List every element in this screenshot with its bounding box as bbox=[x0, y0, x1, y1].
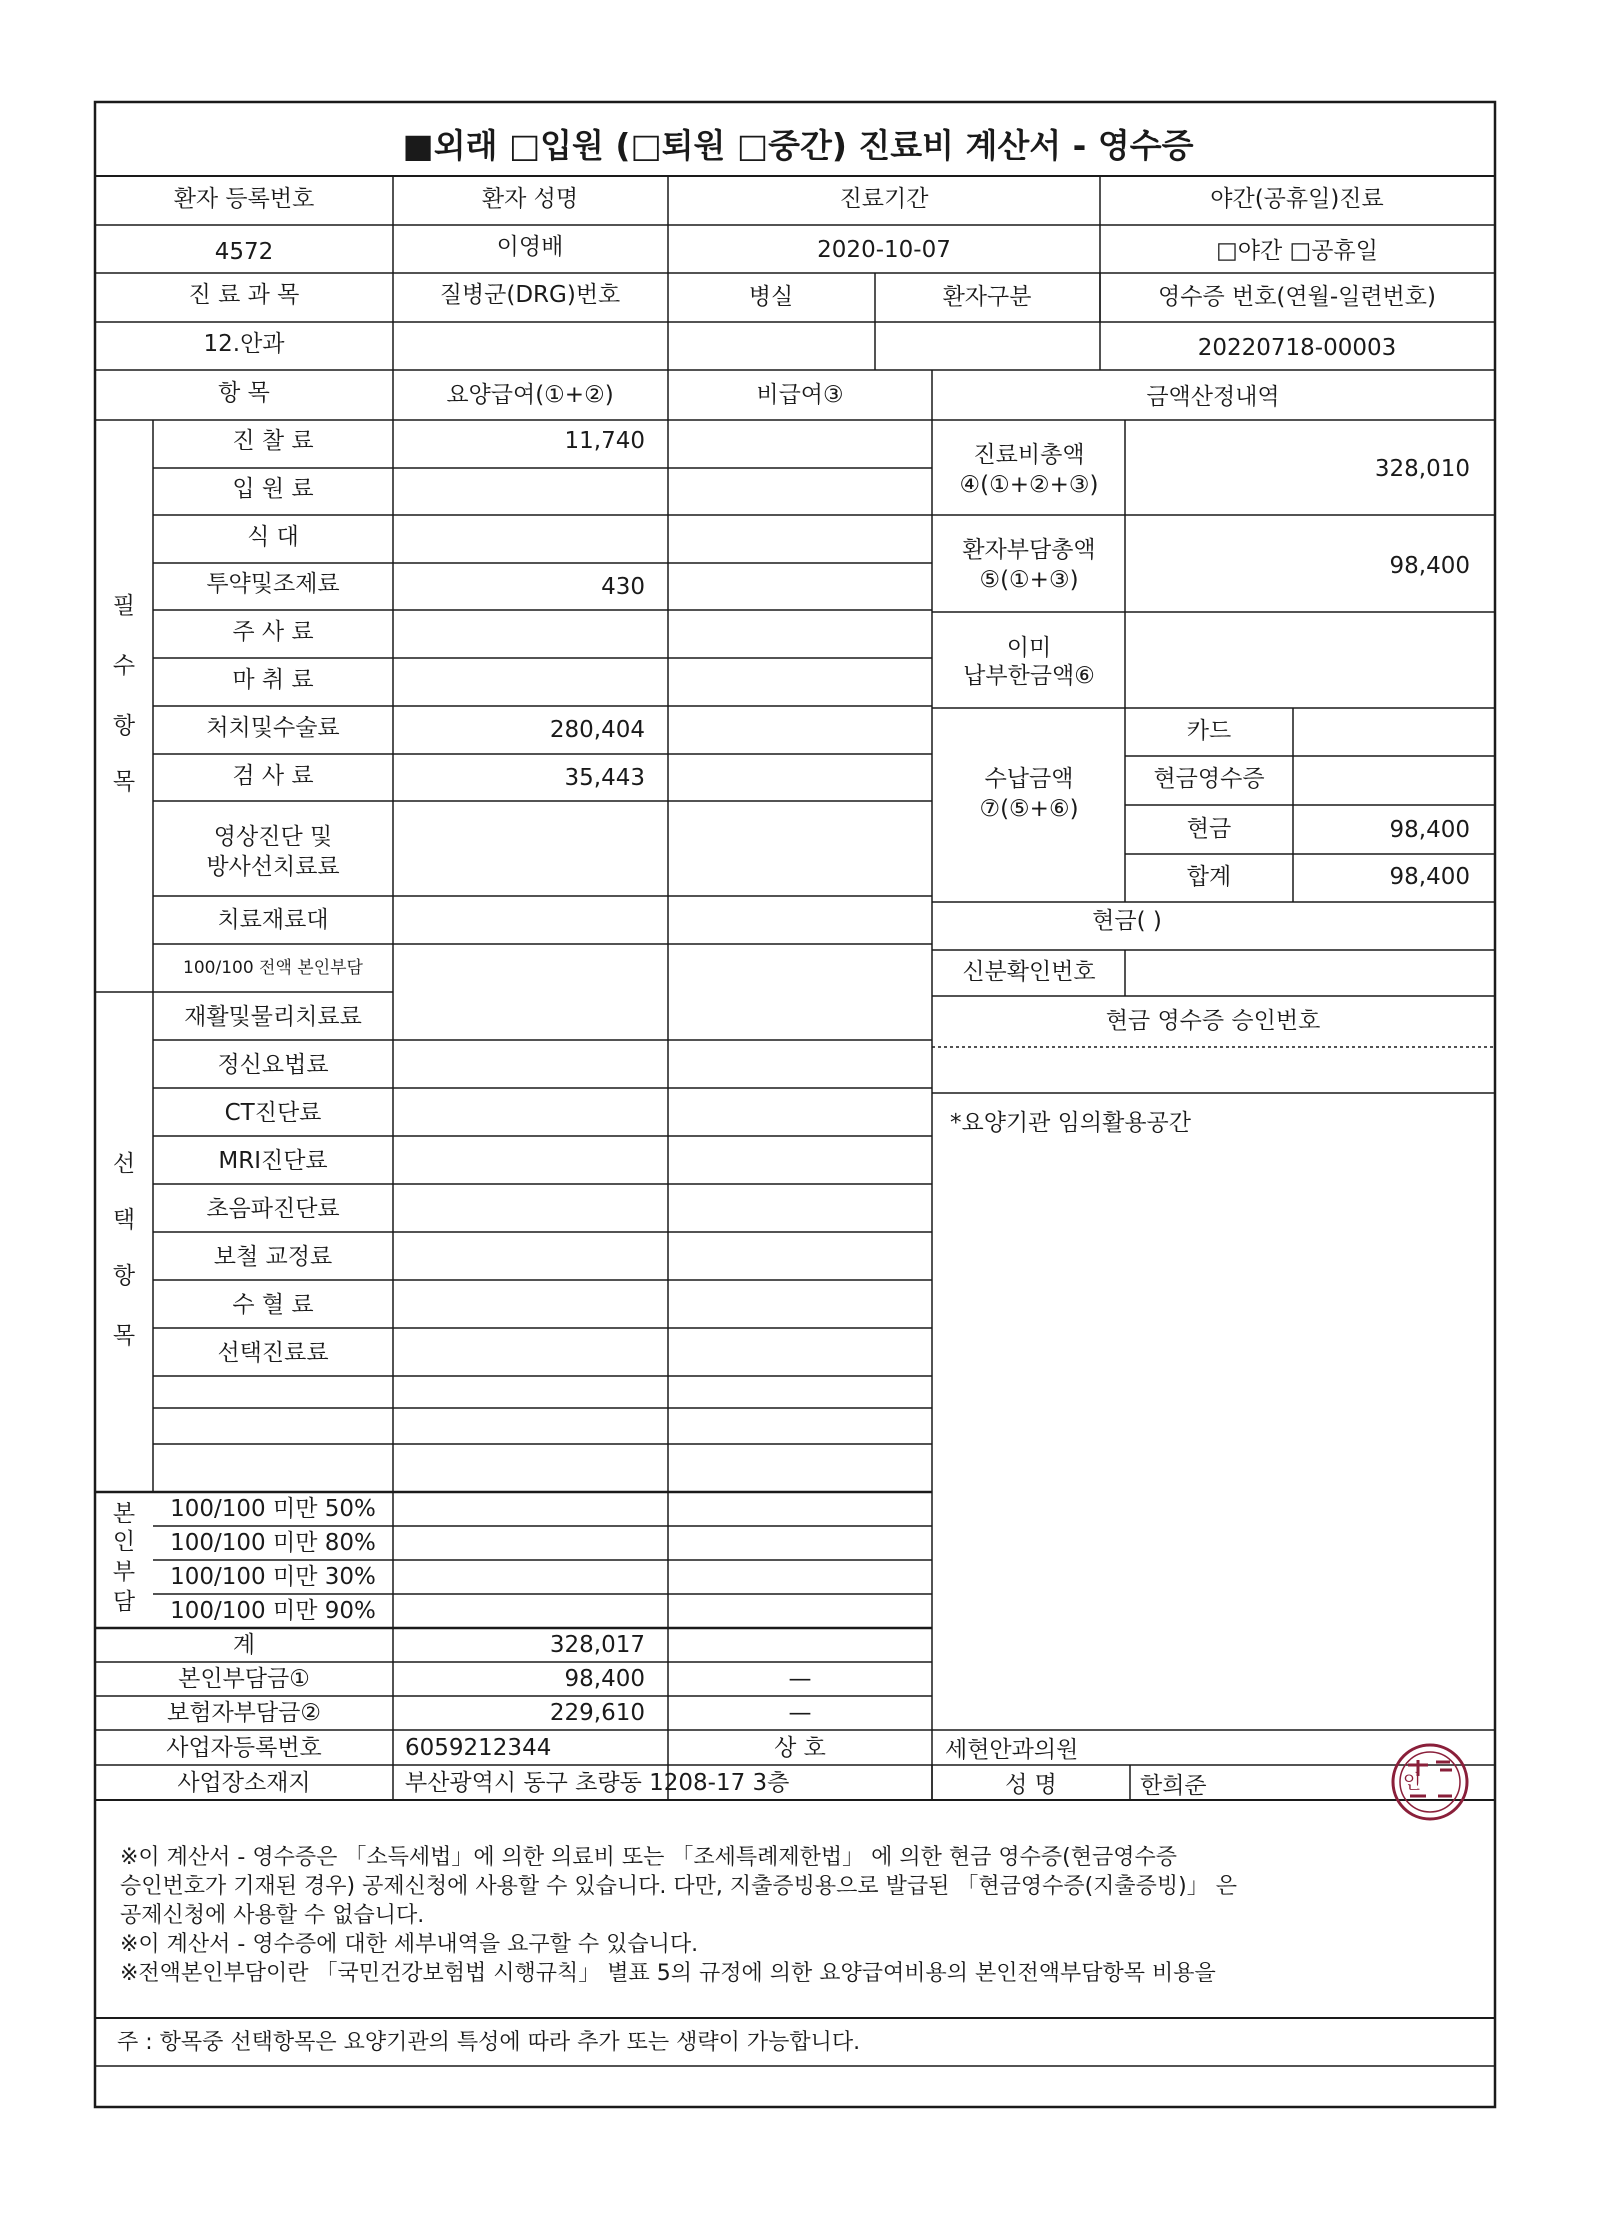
note-line: 승인번호가 기재된 경우) 공제신청에 사용할 수 있습니다. 다만, 지출증빙용으로 발급된 「현금영수증(지출증빙)」 은 bbox=[120, 1874, 1238, 1899]
insured-column-header: 요양급여(①+②) bbox=[446, 382, 614, 408]
free-space-label: *요양기관 임의활용공간 bbox=[950, 1110, 1191, 1136]
patient-no: 4572 bbox=[214, 239, 274, 265]
note-line: ※이 계산서 - 영수증은 「소득세법」에 의한 의료비 또는 「조세특례제한법」 에 의한 현금 영수증(현금영수증 bbox=[120, 1845, 1177, 1870]
seal-char: 인 bbox=[1402, 1771, 1422, 1793]
paid-sum-label: 합계 bbox=[1186, 864, 1232, 890]
self-item-label: 100/100 미만 30% bbox=[170, 1564, 376, 1590]
patient-name-label: 환자 성명 bbox=[481, 186, 579, 212]
patient-total-value: 98,400 bbox=[1389, 553, 1470, 579]
insurer-pay-value: 229,610 bbox=[549, 1700, 645, 1726]
receipt-no: 20220718-00003 bbox=[1197, 335, 1397, 361]
insurer-pay-uninsured: — bbox=[788, 1700, 812, 1726]
paid-sum-value: 98,400 bbox=[1389, 864, 1470, 890]
uninsured-column-header: 비급여③ bbox=[756, 382, 844, 408]
item-label: 100/100 전액 본인부담 bbox=[183, 958, 363, 978]
self-pay-value: 98,400 bbox=[564, 1666, 645, 1692]
self-pay-uninsured: — bbox=[788, 1666, 812, 1692]
period-value: 2020-10-07 bbox=[817, 237, 951, 263]
item-label: 투약및조제료 bbox=[206, 571, 340, 597]
optional-item-label: 정신요법료 bbox=[217, 1052, 329, 1078]
optional-item-label: 초음파진단료 bbox=[206, 1196, 340, 1222]
id-check-label: 신분확인번호 bbox=[962, 959, 1096, 985]
optional-group-char: 택 bbox=[112, 1207, 136, 1233]
total-label: 진료비총액 bbox=[973, 442, 1085, 468]
required-group-char: 항 bbox=[112, 713, 136, 739]
rep-label: 성 명 bbox=[1005, 1772, 1057, 1798]
paid-formula: ⑦(⑤+⑥) bbox=[979, 796, 1079, 822]
item-value: 430 bbox=[601, 574, 645, 600]
self-group-char: 본 bbox=[112, 1501, 136, 1527]
total-value: 328,010 bbox=[1374, 456, 1470, 482]
self-group-char: 담 bbox=[112, 1589, 136, 1615]
self-pay-label: 본인부담금① bbox=[178, 1666, 310, 1692]
document-title: ■외래 □입원 (□퇴원 □중간) 진료비 계산서 - 영수증 bbox=[402, 126, 1194, 165]
item-column-header: 항 목 bbox=[218, 380, 270, 406]
business-reg-label: 사업자등록번호 bbox=[166, 1735, 322, 1761]
optional-item-label: 수 혈 료 bbox=[232, 1292, 314, 1318]
self-item-label: 100/100 미만 50% bbox=[170, 1496, 376, 1522]
patient-total-label: 환자부담총액 bbox=[962, 537, 1096, 563]
business-addr: 부산광역시 동구 초량동 1208-17 3층 bbox=[405, 1770, 790, 1796]
prepaid-label-2: 납부한금액⑥ bbox=[963, 663, 1095, 689]
dept-value: 12.안과 bbox=[203, 331, 285, 357]
patient-name: 이영배 bbox=[496, 234, 564, 260]
item-label: 영상진단 및 bbox=[213, 824, 333, 850]
item-label: 방사선치료료 bbox=[206, 854, 340, 880]
required-group-char: 목 bbox=[112, 769, 136, 795]
cash-label: 현금 bbox=[1186, 816, 1232, 842]
paid-label: 수납금액 bbox=[984, 766, 1074, 792]
item-label: 치료재료대 bbox=[217, 907, 329, 933]
business-name-label: 상 호 bbox=[774, 1735, 826, 1761]
optional-item-label: 재활및물리치료료 bbox=[184, 1004, 362, 1030]
self-item-label: 100/100 미만 90% bbox=[170, 1598, 376, 1624]
period-label: 진료기간 bbox=[839, 186, 929, 212]
optional-group-char: 항 bbox=[112, 1263, 136, 1289]
card-label: 카드 bbox=[1186, 718, 1232, 744]
optional-group-char: 목 bbox=[112, 1323, 136, 1349]
item-label: 검 사 료 bbox=[232, 763, 314, 789]
sum-value: 328,017 bbox=[549, 1632, 645, 1658]
item-label: 마 취 료 bbox=[232, 667, 314, 693]
item-label: 입 원 료 bbox=[232, 476, 314, 502]
optional-item-label: MRI진단료 bbox=[218, 1148, 328, 1174]
footer-note: 주 : 항목중 선택항목은 요양기관의 특성에 따라 추가 또는 생략이 가능합니다. bbox=[117, 2030, 861, 2055]
note-line: 공제신청에 사용할 수 없습니다. bbox=[120, 1903, 425, 1928]
self-group-char: 인 bbox=[112, 1529, 136, 1555]
optional-item-label: CT진단료 bbox=[224, 1100, 322, 1126]
total-formula: ④(①+②+③) bbox=[959, 472, 1099, 498]
approval-no-label: 현금 영수증 승인번호 bbox=[1105, 1008, 1321, 1034]
prepaid-label: 이미 bbox=[1006, 635, 1052, 661]
self-group-char: 부 bbox=[112, 1559, 136, 1585]
cash-value: 98,400 bbox=[1389, 817, 1470, 843]
rep-name: 한희준 bbox=[1140, 1773, 1207, 1799]
item-label: 진 찰 료 bbox=[232, 428, 314, 454]
patient-no-label: 환자 등록번호 bbox=[173, 186, 315, 212]
insurer-pay-label: 보험자부담금② bbox=[167, 1700, 321, 1726]
optional-item-label: 선택진료료 bbox=[217, 1340, 329, 1366]
calc-column-header: 금액산정내역 bbox=[1146, 384, 1280, 410]
item-label: 처치및수술료 bbox=[206, 715, 340, 741]
self-item-label: 100/100 미만 80% bbox=[170, 1530, 376, 1556]
business-reg-no: 6059212344 bbox=[405, 1735, 552, 1761]
business-name: 세현안과의원 bbox=[945, 1737, 1079, 1763]
optional-item-label: 보철 교정료 bbox=[213, 1244, 333, 1270]
sum-label: 계 bbox=[232, 1632, 256, 1658]
type-label: 환자구분 bbox=[942, 284, 1032, 310]
business-addr-label: 사업장소재지 bbox=[177, 1770, 311, 1796]
optional-group-char: 선 bbox=[112, 1151, 136, 1177]
required-group-char: 필 bbox=[112, 593, 136, 619]
night-label: 야간(공휴일)진료 bbox=[1210, 186, 1384, 212]
receipt-no-label: 영수증 번호(연월-일련번호) bbox=[1158, 284, 1436, 310]
item-value: 35,443 bbox=[564, 765, 645, 791]
night-options: □야간 □공휴일 bbox=[1216, 238, 1378, 264]
item-value: 11,740 bbox=[564, 428, 645, 454]
room-label: 병실 bbox=[748, 284, 794, 310]
cash-paren-label: 현금( ) bbox=[1092, 908, 1162, 934]
required-group-char: 수 bbox=[112, 653, 136, 679]
drg-label: 질병군(DRG)번호 bbox=[439, 282, 621, 308]
note-line: ※이 계산서 - 영수증에 대한 세부내역을 요구할 수 있습니다. bbox=[120, 1932, 699, 1957]
dept-label: 진 료 과 목 bbox=[188, 282, 300, 308]
cash-receipt-label: 현금영수증 bbox=[1153, 766, 1265, 792]
item-value: 280,404 bbox=[549, 717, 645, 743]
note-line: ※전액본인부담이란 「국민건강보험법 시행규칙」 별표 5의 규정에 의한 요양급여비용의 본인전액부담항목 비용을 bbox=[120, 1961, 1216, 1986]
item-label: 식 대 bbox=[247, 524, 299, 550]
item-label: 주 사 료 bbox=[232, 619, 314, 645]
patient-total-formula: ⑤(①+③) bbox=[979, 567, 1079, 593]
